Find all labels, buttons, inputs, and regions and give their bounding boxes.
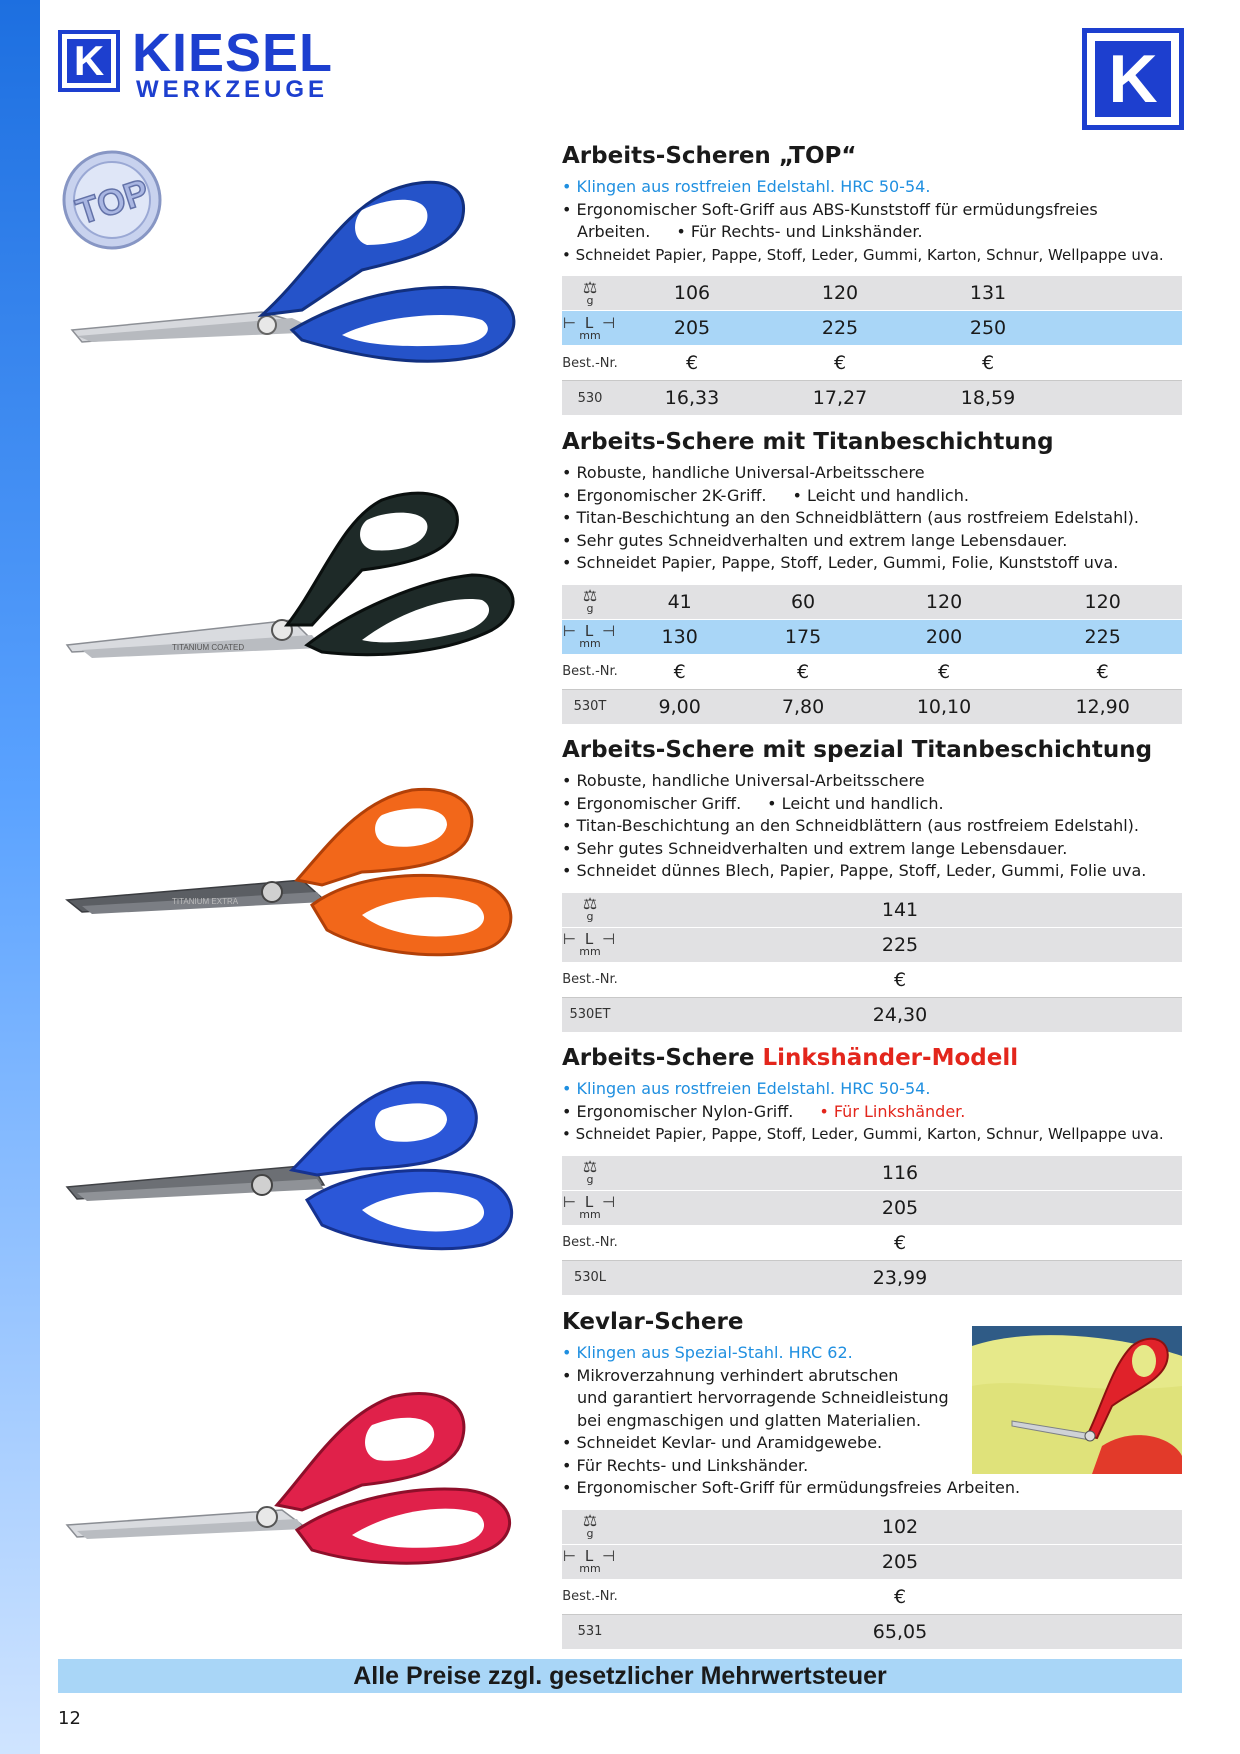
bullet-part: • Ergonomischer Griff.: [562, 793, 742, 813]
weight-cell: 106: [618, 276, 766, 311]
currency-cell: €: [1023, 654, 1182, 689]
title-main: Arbeits-Schere: [562, 1045, 755, 1071]
order-no-label: Best.-Nr.: [562, 962, 618, 997]
logo-letter: K: [67, 39, 111, 83]
spec-table: [562, 276, 1182, 416]
bullet: • Ergonomischer Soft-Griff aus ABS-Kunststoff für ermüdungsfreies: [562, 199, 1098, 219]
bullet-part: • Für Rechts- und Linkshänder.: [676, 222, 923, 241]
brand-sub: WERKZEUGE: [136, 76, 328, 103]
bullet: • Sehr gutes Schneidverhalten und extrem lange Lebensdauer.: [562, 530, 1068, 550]
length-icon: ⊢ L ⊣ mm: [562, 1544, 618, 1579]
order-no: 531: [562, 1614, 618, 1649]
weight-cell: 60: [741, 585, 864, 620]
bullet: • Robuste, handliche Universal-Arbeitsschere: [562, 463, 925, 482]
bullet: • Für Rechts- und Linkshänder.: [562, 1455, 809, 1475]
length-cell: 225: [766, 311, 914, 346]
bullet: [562, 221, 1182, 244]
bullet: • Klingen aus rostfreien Edelstahl. HRC 50-54.: [562, 177, 931, 196]
bullet: • Schneidet Kevlar- und Aramidgewebe.: [562, 1433, 883, 1452]
length-icon: ⊢ L ⊣ mm: [562, 1190, 618, 1225]
weight-cell: 141: [618, 893, 1182, 928]
bullet: • Schneidet dünnes Blech, Papier, Pappe, Stoff, Leder, Gummi, Folie uva.: [562, 861, 1147, 880]
currency-cell: €: [618, 654, 741, 689]
price-cell: 16,33: [618, 381, 766, 416]
product-title: Arbeits-Schere mit spezial Titanbeschichtung: [562, 737, 1153, 763]
scissors-left-hand-image: [62, 1075, 532, 1255]
scissors-kevlar-image: [62, 1385, 532, 1575]
price-cell: 12,90: [1023, 689, 1182, 724]
side-gradient-bar: [0, 0, 40, 1754]
bullet-part: • Ergonomischer 2K-Griff.: [562, 485, 767, 505]
page-number: 12: [58, 1708, 81, 1729]
product-left-hand: [562, 1044, 1182, 1296]
weight-icon: ⚖ g: [562, 1510, 618, 1545]
weight-cell: 120: [1023, 585, 1182, 620]
currency-cell: €: [914, 346, 1062, 381]
currency-cell: €: [741, 654, 864, 689]
weight-icon: ⚖ g: [562, 276, 618, 311]
spec-table: [562, 1510, 1182, 1650]
weight-cell: 120: [865, 585, 1024, 620]
spec-table: [562, 893, 1182, 1033]
bullet: • Titan-Beschichtung an den Schneidblättern (aus rostfreiem Edelstahl).: [562, 508, 1139, 527]
product-title: Arbeits-Scheren „TOP“: [562, 143, 857, 169]
order-no-label: Best.-Nr.: [562, 346, 618, 381]
order-no: 530T: [562, 689, 618, 724]
brand-logo: [58, 23, 338, 106]
kevlar-usage-photo: [972, 1326, 1182, 1474]
product-titan: [562, 428, 1182, 725]
length-cell: 250: [914, 311, 1062, 346]
order-no: 530: [562, 381, 618, 416]
blade-print-titanium-coated: TITANIUM COATED: [172, 643, 245, 652]
length-icon: ⊢ L ⊣ mm: [562, 619, 618, 654]
currency-cell: €: [618, 1225, 1182, 1260]
blade-print-titanium-extra: TITANIUM EXTRA: [172, 897, 239, 906]
currency-cell: €: [865, 654, 1024, 689]
weight-cell: 41: [618, 585, 741, 620]
length-icon: ⊢ L ⊣ mm: [562, 927, 618, 962]
bullet: und garantiert hervorragende Schneidleistung: [577, 1388, 949, 1407]
title-highlight: Linkshänder-Modell: [762, 1045, 1019, 1071]
length-cell: 200: [865, 619, 1024, 654]
bullet: [562, 1101, 1182, 1124]
length-cell: 130: [618, 619, 741, 654]
weight-icon: ⚖ g: [562, 893, 618, 928]
spec-table: [562, 585, 1182, 725]
price-cell: 18,59: [914, 381, 1062, 416]
bullet: [562, 793, 1182, 816]
weight-cell: 116: [618, 1156, 1182, 1191]
brand-logo-right: [1082, 28, 1184, 130]
scissors-titan-image: [62, 480, 532, 670]
spec-table: [562, 1156, 1182, 1296]
length-cell: 175: [741, 619, 864, 654]
price-cell: 7,80: [741, 689, 864, 724]
product-top: [562, 142, 1182, 416]
bullet-part: • Leicht und handlich.: [792, 485, 969, 505]
bullet-part: Arbeiten.: [577, 222, 651, 241]
scissors-special-titan-image: [62, 780, 532, 970]
order-no-label: Best.-Nr.: [562, 1225, 618, 1260]
product-bullets: [562, 770, 1182, 883]
bullet: • Robuste, handliche Universal-Arbeitsschere: [562, 771, 925, 790]
order-no-label: Best.-Nr.: [562, 654, 618, 689]
weight-cell: 120: [766, 276, 914, 311]
weight-cell: 131: [914, 276, 1062, 311]
brand-name: KIESEL: [132, 23, 334, 83]
product-bullets: [562, 1078, 1182, 1146]
bullet: • Schneidet Papier, Pappe, Stoff, Leder, Gummi, Karton, Schnur, Wellpappe uva.: [562, 245, 1164, 264]
product-bullets: [562, 462, 1182, 575]
price-cell: 17,27: [766, 381, 914, 416]
weight-icon: ⚖ g: [562, 585, 618, 620]
bullet: • Klingen aus rostfreien Edelstahl. HRC 50-54.: [562, 1079, 931, 1098]
price-cell: 24,30: [618, 997, 1182, 1032]
length-cell: 225: [618, 927, 1182, 962]
order-no: 530L: [562, 1260, 618, 1295]
price-cell: 23,99: [618, 1260, 1182, 1295]
length-cell: 225: [1023, 619, 1182, 654]
length-cell: 205: [618, 1190, 1182, 1225]
weight-icon: ⚖ g: [562, 1156, 618, 1191]
logo-box: [58, 30, 120, 92]
currency-cell: €: [618, 1579, 1182, 1614]
bullet: • Titan-Beschichtung an den Schneidblättern (aus rostfreiem Edelstahl).: [562, 816, 1139, 835]
bullet: • Klingen aus Spezial-Stahl. HRC 62.: [562, 1343, 853, 1362]
price-cell: 10,10: [865, 689, 1024, 724]
top-badge-text: TOP: [71, 170, 154, 233]
price-cell: 65,05: [618, 1614, 1182, 1649]
footer-vat-note: Alle Preise zzgl. gesetzlicher Mehrwertsteuer: [58, 1659, 1182, 1693]
bullet: • Mikroverzahnung verhindert abrutschen: [562, 1365, 899, 1385]
bullet: • Ergonomischer Soft-Griff für ermüdungsfreies Arbeiten.: [562, 1478, 1021, 1497]
bullet-part: • Für Linkshänder.: [819, 1101, 966, 1121]
currency-cell: €: [618, 346, 766, 381]
bullet: [562, 485, 1182, 508]
price-cell: 9,00: [618, 689, 741, 724]
product-title: [562, 1044, 1182, 1072]
bullet-part: • Ergonomischer Nylon-Griff.: [562, 1101, 794, 1121]
product-title: Kevlar-Schere: [562, 1309, 744, 1335]
order-no: 530ET: [562, 997, 618, 1032]
weight-cell: 102: [618, 1510, 1182, 1545]
currency-cell: €: [766, 346, 914, 381]
bullet: • Sehr gutes Schneidverhalten und extrem lange Lebensdauer.: [562, 838, 1068, 858]
scissors-top-image: [62, 150, 532, 370]
length-icon: ⊢ L ⊣ mm: [562, 311, 618, 346]
bullet: • Schneidet Papier, Pappe, Stoff, Leder, Gummi, Karton, Schnur, Wellpappe uva.: [562, 1125, 1164, 1143]
product-special-titan: [562, 736, 1182, 1033]
length-cell: 205: [618, 311, 766, 346]
length-cell: 205: [618, 1544, 1182, 1579]
product-title: Arbeits-Schere mit Titanbeschichtung: [562, 429, 1054, 455]
bullet: bei engmaschigen und glatten Materialien.: [577, 1410, 922, 1430]
order-no-label: Best.-Nr.: [562, 1579, 618, 1614]
currency-cell: €: [618, 962, 1182, 997]
logo-right-letter: K: [1095, 41, 1171, 117]
bullet-part: • Leicht und handlich.: [767, 793, 944, 813]
product-bullets: [562, 176, 1182, 266]
bullet: • Schneidet Papier, Pappe, Stoff, Leder, Gummi, Folie, Kunststoff uva.: [562, 553, 1119, 572]
